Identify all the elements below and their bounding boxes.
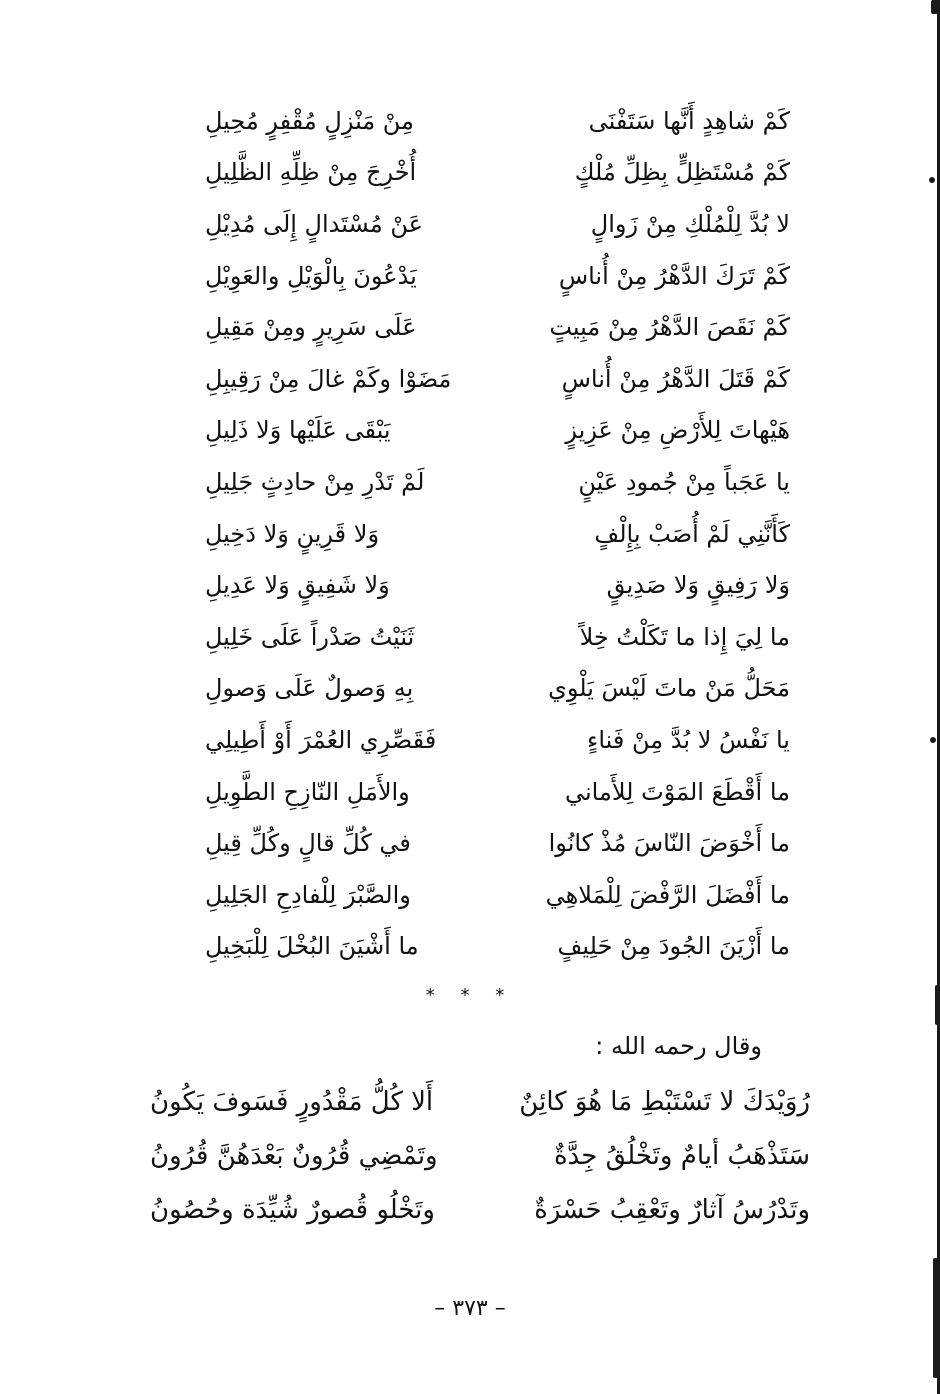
verse-first-hemistich: سَتَذْهَبُ أيامٌ وتَخْلُقُ جِدَّةٌ	[553, 1141, 810, 1171]
verse	[205, 147, 790, 199]
verse	[205, 198, 790, 250]
verse	[205, 301, 790, 353]
verse	[205, 921, 790, 973]
verse-second-hemistich: مَضَوْا وكَمْ غالَ مِنْ رَقِيبِلِ	[205, 364, 452, 393]
verse-first-hemistich: ما أَفْضَلَ الرَّفْضَ لِلْمَلاهِي	[545, 880, 790, 909]
verse-second-hemistich: أَلا كُلُّ مَقْدُورٍ فَسَوفَ يَكُونُ	[150, 1087, 434, 1117]
page-number: – ٣٧٣ –	[434, 1296, 506, 1321]
verse-first-hemistich: لا بُدَّ لِلْمُلْكِ مِنْ زَوالٍ	[590, 209, 790, 238]
verse-second-hemistich: عَلَى سَرِيرٍ ومِنْ مَقِيلِ	[205, 313, 417, 342]
verse	[150, 1183, 810, 1237]
verse-second-hemistich: في كُلِّ قالٍ وكُلِّ قِيلِ	[205, 829, 411, 858]
scan-speck	[930, 737, 936, 743]
verse-second-hemistich: فَقَصِّرِي العُمْرَ أَوْ أَطِيلِي	[205, 725, 437, 754]
verse-first-hemistich: ما أَقْطَعَ المَوْتَ لِلأَماني	[565, 777, 790, 806]
verse	[205, 250, 790, 302]
verse-first-hemistich: مَحَلُّ مَنْ ماتَ لَيْسَ يَلْوِي	[548, 674, 790, 703]
verse-first-hemistich: يا عَجَباً مِنْ جُمودِ عَيْنٍ	[578, 467, 790, 496]
binding-mark	[931, 0, 940, 14]
verse	[205, 456, 790, 508]
verse-first-hemistich: هَيْهاتَ لِلأَرْضِ مِنْ عَزِيزٍ	[565, 416, 790, 445]
verse-first-hemistich: كَأَنَّنِي لَمْ أُصَبْ بِإِلْفٍ	[594, 519, 790, 548]
verse-first-hemistich: ما أَخْوَضَ النّاسَ مُذْ كانُوا	[548, 829, 790, 858]
verse	[205, 611, 790, 663]
verse-first-hemistich: كَمْ قَتَلَ الدَّهْرُ مِنْ أُناسٍ	[561, 364, 790, 393]
verse-second-hemistich: وتَمْضِي قُرُونٌ بَعْدَهُنَّ قُرُونُ	[150, 1141, 438, 1171]
verse	[150, 1129, 810, 1183]
verse-second-hemistich: وَلا شَفِيقٍ وَلا عَدِيلِ	[205, 571, 390, 600]
verse-first-hemistich: كَمْ شاهِدٍ أَنَّها سَتَفْنَى	[588, 106, 790, 135]
verse-first-hemistich: ما أَزْيَنَ الجُودَ مِنْ حَلِيفٍ	[557, 932, 790, 961]
verse-first-hemistich: ما لِيَ إِذا ما تَكَلْتُ خِلاً	[579, 622, 790, 651]
poem-first	[205, 95, 790, 972]
verse-second-hemistich: والصَّبْرَ لِلْفادِحِ الجَلِيلِ	[205, 880, 411, 909]
scan-speck	[929, 177, 935, 183]
verse-second-hemistich: ما أَشْيَنَ البُخْلَ لِلْبَخِيلِ	[205, 932, 419, 961]
verse-second-hemistich: يَدْعُونَ بِالْوَيْلِ والعَوِيْلِ	[205, 261, 417, 290]
verse	[205, 405, 790, 457]
verse-first-hemistich: كَمْ تَرَكَ الدَّهْرُ مِنْ أُناسٍ	[558, 261, 790, 290]
verse-first-hemistich: رُوَيْدَكَ لا تَسْتَبْطِ مَا هُوَ كائِنٌ	[519, 1087, 810, 1117]
verse-second-hemistich: مِنْ مَنْزِلٍ مُقْفِرٍ مُحِيلِ	[205, 106, 414, 135]
verse	[205, 766, 790, 818]
verse	[205, 353, 790, 405]
section-separator: * * *	[425, 985, 515, 1006]
verse	[205, 714, 790, 766]
verse-first-hemistich: وتَدْرُسُ آثارٌ وتَعْقِبُ حَسْرَةٌ	[534, 1195, 810, 1225]
verse-second-hemistich: وَلا قَرِينٍ وَلا دَخِيلِ	[205, 519, 380, 548]
verse	[205, 817, 790, 869]
verse-second-hemistich: ثَنَيْتُ صَدْراً عَلَى خَلِيلِ	[205, 622, 415, 651]
poem-second	[150, 1075, 810, 1237]
verse-second-hemistich: لَمْ تَدْرِ مِنْ حادِثٍ جَلِيلِ	[205, 467, 425, 496]
verse	[150, 1075, 810, 1129]
verse-first-hemistich: وَلا رَفِيقٍ وَلا صَدِيقٍ	[606, 571, 790, 600]
verse-first-hemistich: يا نَفْسُ لا بُدَّ مِنْ فَناءٍ	[587, 725, 790, 754]
verse	[205, 95, 790, 147]
verse-second-hemistich: يَبْقَى عَلَيْها وَلا ذَلِيلِ	[205, 416, 391, 445]
verse	[205, 508, 790, 560]
verse-second-hemistich: والأَمَلِ النّازِحِ الطَّوِيلِ	[205, 777, 410, 806]
verse	[205, 869, 790, 921]
verse	[205, 663, 790, 715]
verse-second-hemistich: وتَخْلُو قُصورٌ شُيِّدَة وحُصُونُ	[150, 1195, 435, 1225]
verse-first-hemistich: كَمْ نَقَصَ الدَّهْرُ مِنْ مَبِيتٍ	[549, 313, 790, 342]
verse-first-hemistich: كَمْ مُسْتَظِلٍّ بِظِلِّ مُلْكٍ	[574, 158, 790, 187]
verse-second-hemistich: عَنْ مُسْتَدالٍ إِلَى مُدِيْلِ	[205, 209, 423, 238]
poem-intro: وقال رحمه الله :	[595, 1032, 762, 1060]
verse-second-hemistich: بِهِ وَصولٌ عَلَى وَصولِ	[205, 674, 414, 703]
verse-second-hemistich: أُخْرِجَ مِنْ ظِلِّهِ الظَّلِيلِ	[205, 158, 417, 187]
verse	[205, 559, 790, 611]
